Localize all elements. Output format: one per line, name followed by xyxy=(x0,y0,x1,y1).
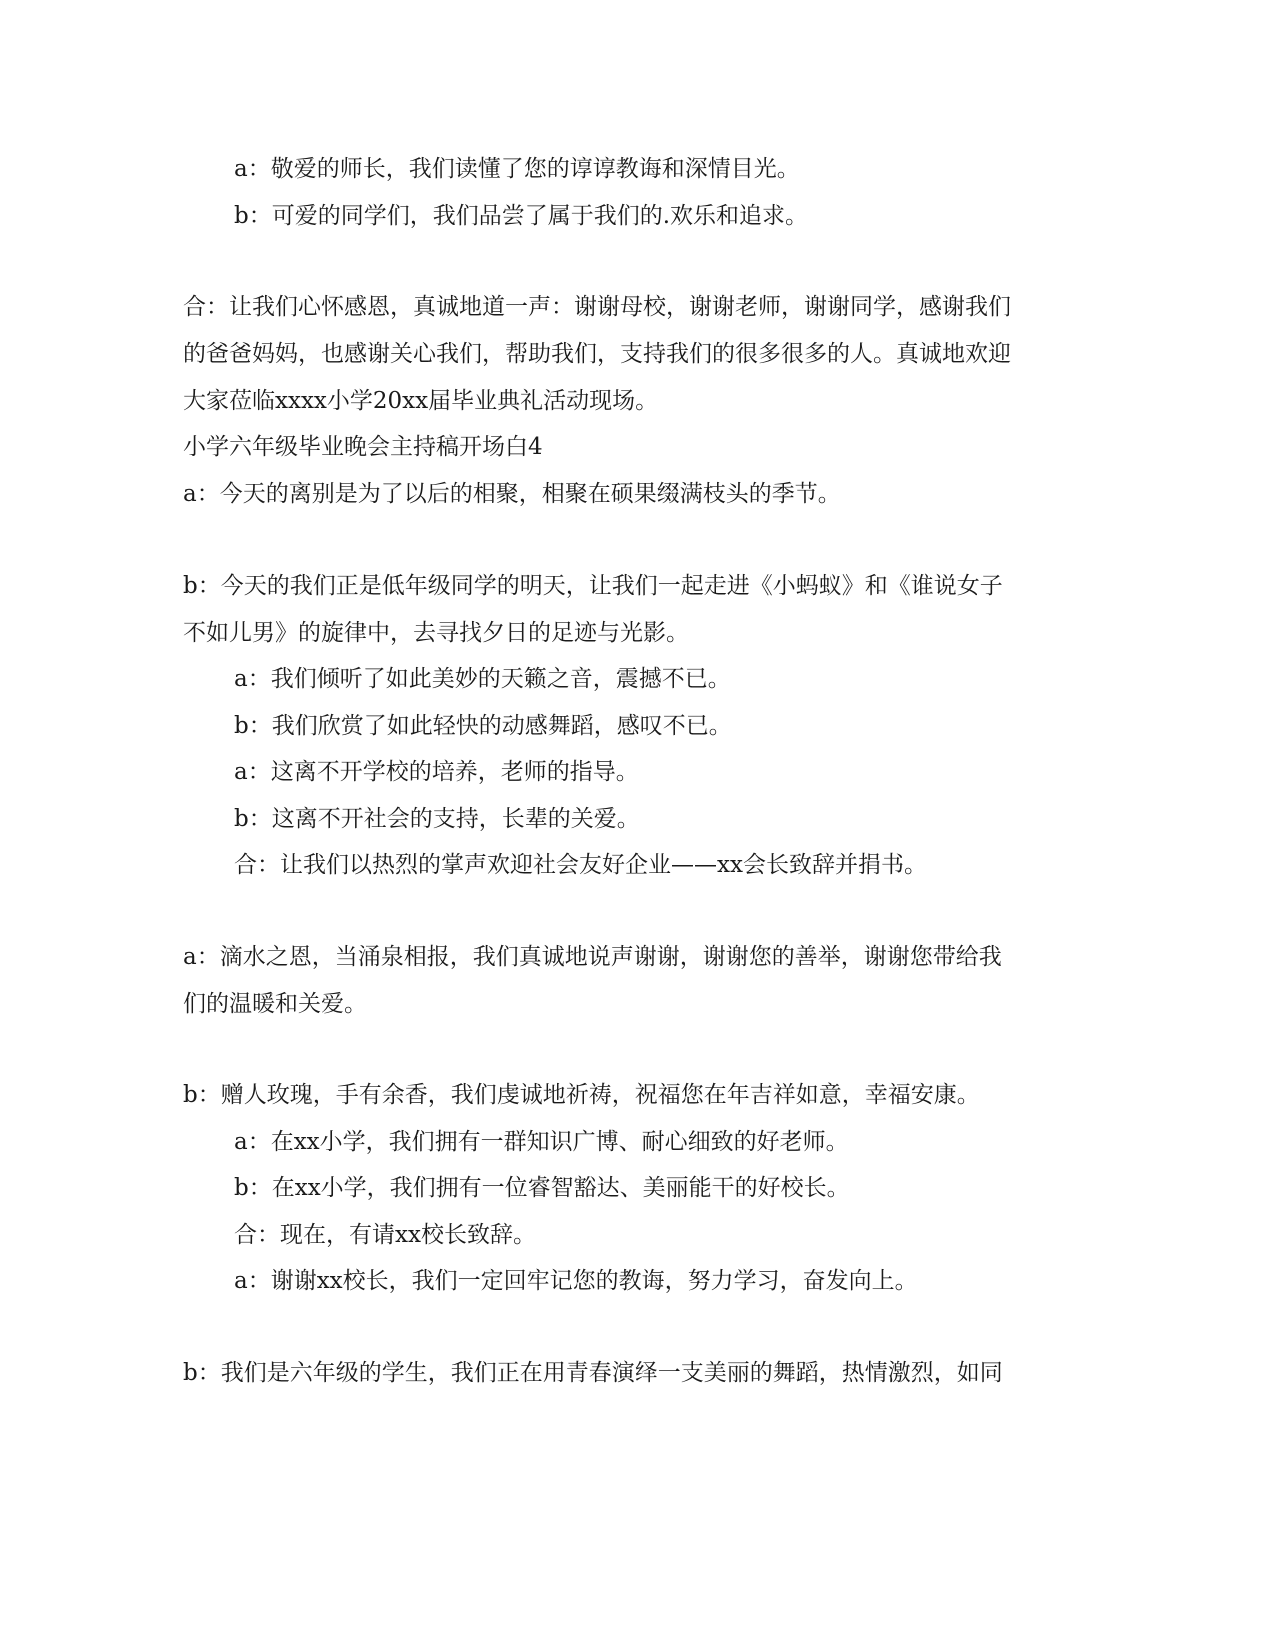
text-line: b：在xx小学，我们拥有一位睿智豁达、美丽能干的好校长。 xyxy=(234,1175,850,1201)
text-line: 大家莅临xxxx小学20xx届毕业典礼活动现场。 xyxy=(183,388,659,414)
text-line: 合：让我们以热烈的掌声欢迎社会友好企业——xx会长致辞并捐书。 xyxy=(234,852,927,878)
text-line: a：今天的离别是为了以后的相聚，相聚在硕果缀满枝头的季节。 xyxy=(183,481,841,507)
text-line: 合：现在，有请xx校长致辞。 xyxy=(234,1222,536,1248)
text-line: 们的温暖和关爱。 xyxy=(183,991,367,1017)
text-line: a：滴水之恩，当涌泉相报，我们真诚地说声谢谢，谢谢您的善举，谢谢您带给我 xyxy=(183,944,1002,970)
text-line: b：可爱的同学们，我们品尝了属于我们的.欢乐和追求。 xyxy=(234,203,809,229)
text-line: b：赠人玫瑰，手有余香，我们虔诚地祈祷，祝福您在年吉祥如意，幸福安康。 xyxy=(183,1082,980,1108)
text-line: a：这离不开学校的培养，老师的指导。 xyxy=(234,759,639,785)
text-line: a：谢谢xx校长，我们一定回牢记您的教诲，努力学习，奋发向上。 xyxy=(234,1268,918,1294)
text-line: 不如儿男》的旋律中，去寻找夕日的足迹与光影。 xyxy=(183,620,689,646)
text-line: b：今天的我们正是低年级同学的明天，让我们一起走进《小蚂蚁》和《谁说女子 xyxy=(183,573,1003,599)
text-line: a：敬爱的师长，我们读懂了您的谆谆教诲和深情目光。 xyxy=(234,156,800,182)
text-line: a：在xx小学，我们拥有一群知识广博、耐心细致的好老师。 xyxy=(234,1129,849,1155)
text-line: b：我们是六年级的学生，我们正在用青春演绎一支美丽的舞蹈，热情激烈，如同 xyxy=(183,1360,1003,1386)
section-heading: 小学六年级毕业晚会主持稿开场白4 xyxy=(183,434,543,460)
text-line: a：我们倾听了如此美妙的天籁之音，震撼不已。 xyxy=(234,666,731,692)
text-line: 的爸爸妈妈，也感谢关心我们，帮助我们，支持我们的很多很多的人。真诚地欢迎 xyxy=(183,341,1011,367)
text-line: 合：让我们心怀感恩，真诚地道一声：谢谢母校，谢谢老师，谢谢同学，感谢我们 xyxy=(183,294,1011,320)
text-line: b：我们欣赏了如此轻快的动感舞蹈，感叹不已。 xyxy=(234,713,732,739)
text-line: b：这离不开社会的支持，长辈的关爱。 xyxy=(234,806,640,832)
